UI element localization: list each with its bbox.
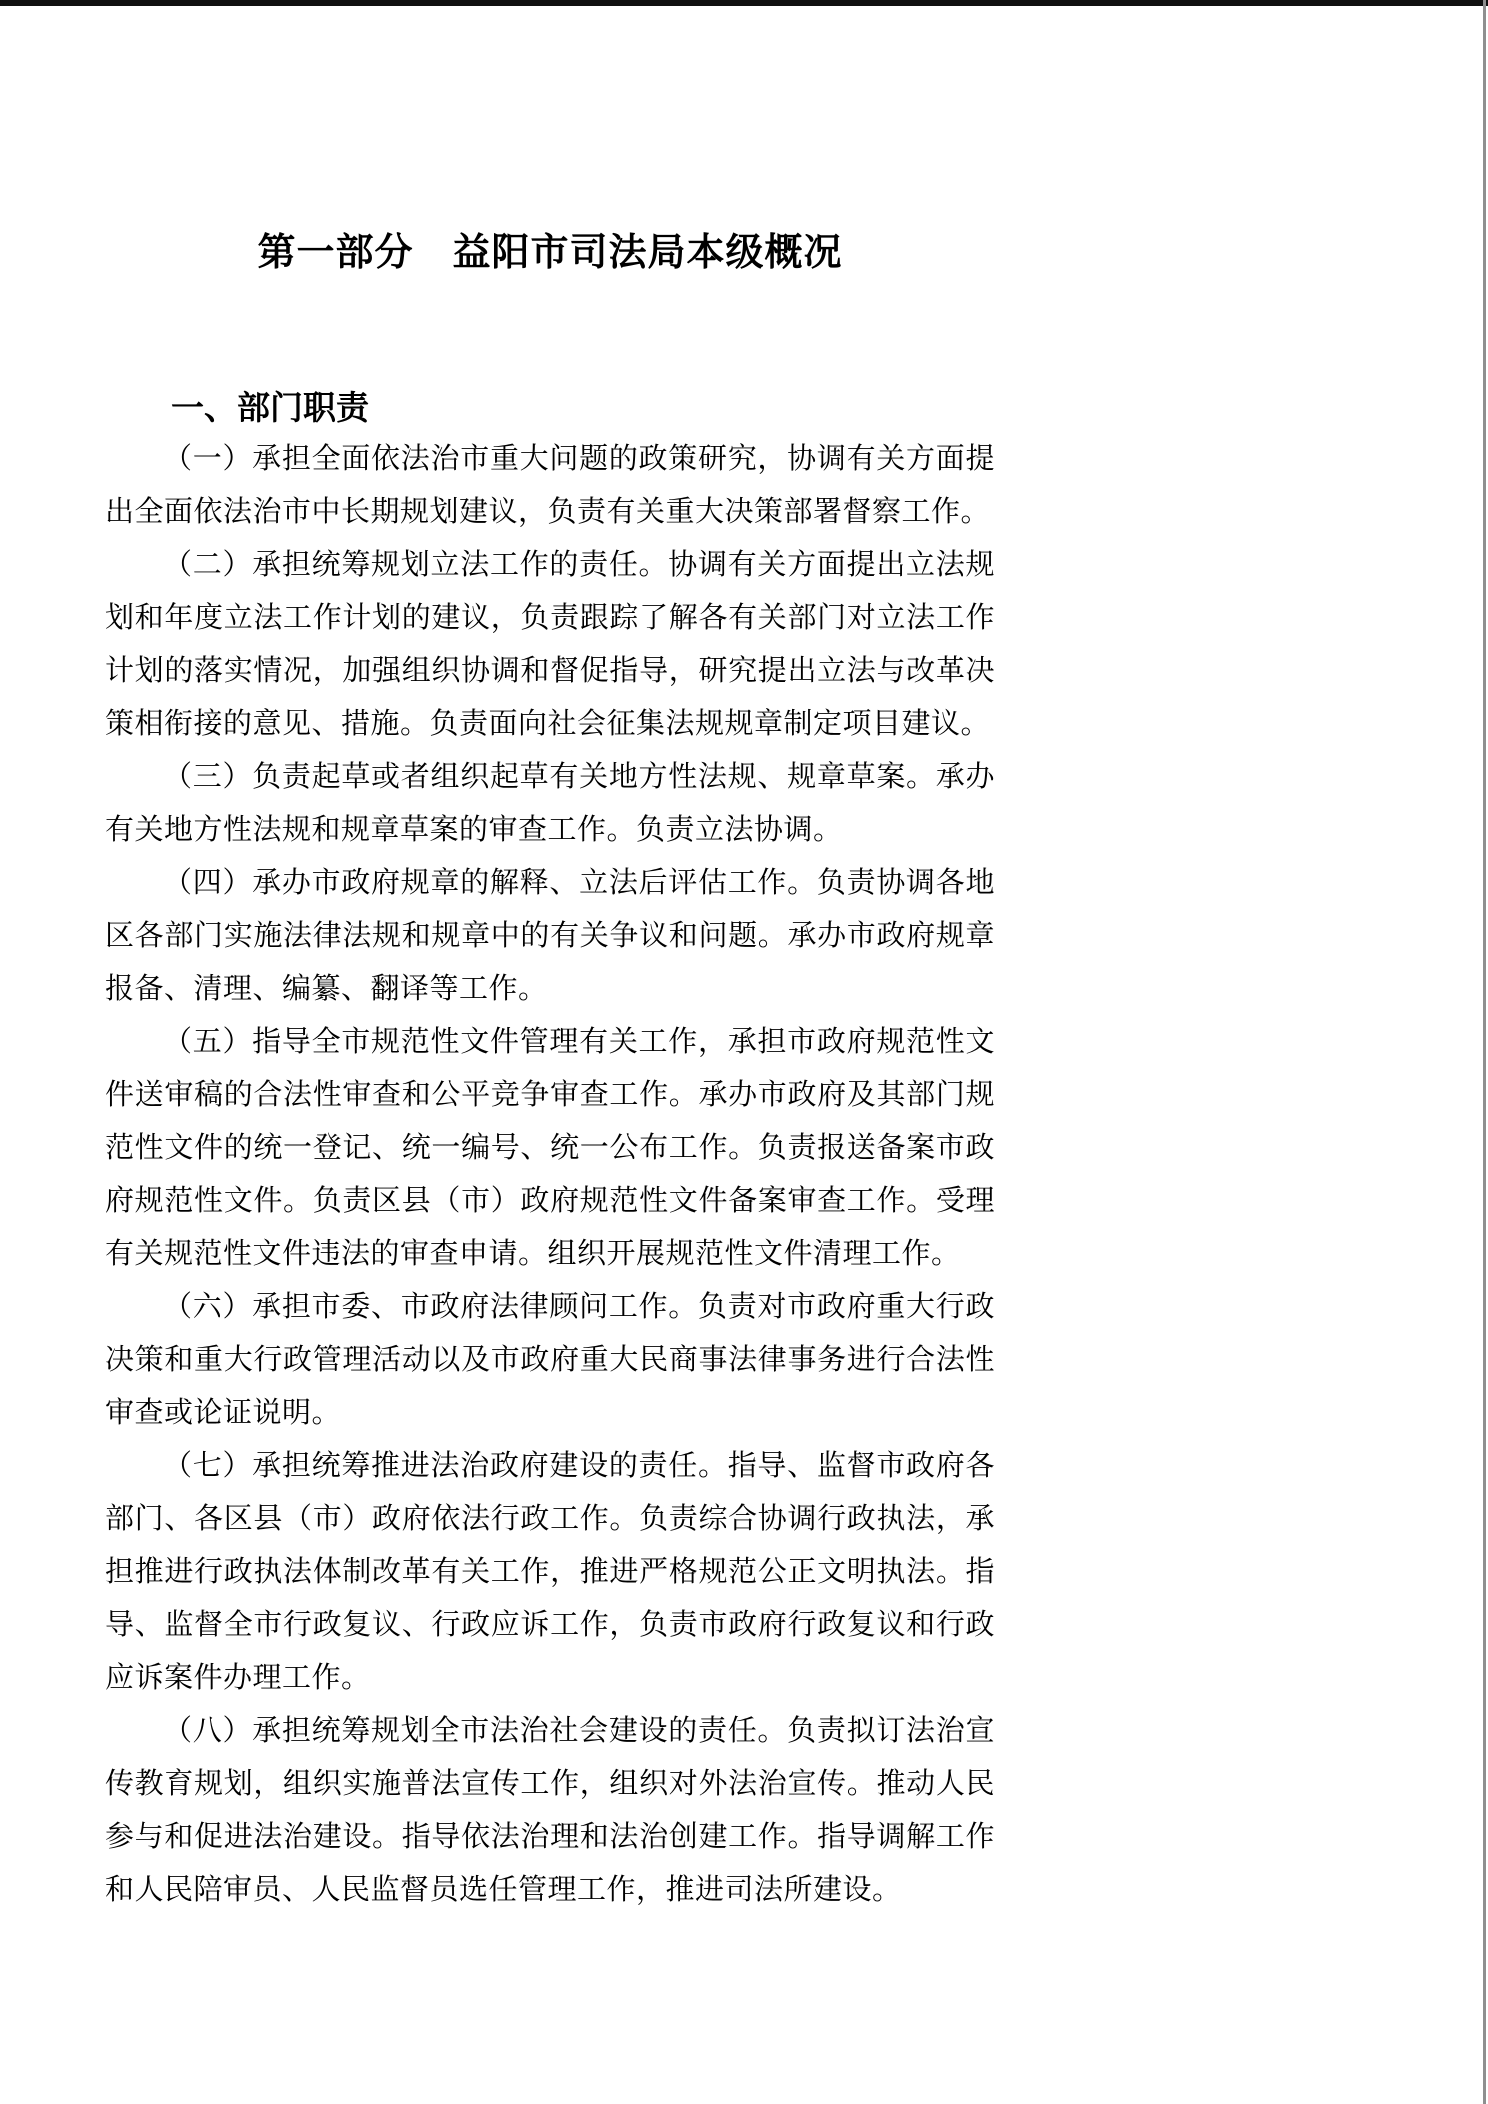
body-paragraph-5: （五）指导全市规范性文件管理有关工作，承担市政府规范性文件送审稿的合法性审查和公平竞争审查工作。承办市政府及其部门规范性文件的统一登记、统一编号、统一公布工作。负责报送备案市政府规范性文件。负责区县（市）政府规范性文件备案审查工作。受理有关规范性文件违法的审查申请。组织开展规范性文件清理工作。	[105, 1026, 995, 1270]
page-right-edge-line	[1483, 0, 1486, 2104]
page-content	[105, 0, 995, 1917]
body-paragraph-1: （一）承担全面依法治市重大问题的政策研究，协调有关方面提出全面依法治市中长期规划建议，负责有关重大决策部署督察工作。	[105, 443, 995, 528]
document-title: 第一部分 益阳市司法局本级概况	[257, 232, 843, 274]
section-heading: 一、部门职责	[171, 389, 369, 426]
body-paragraph-3: （三）负责起草或者组织起草有关地方性法规、规章草案。承办有关地方性法规和规章草案的审查工作。负责立法协调。	[105, 761, 995, 846]
body-paragraph-8: （八）承担统筹规划全市法治社会建设的责任。负责拟订法治宣传教育规划，组织实施普法宣传工作，组织对外法治宣传。推动人民参与和促进法治建设。指导依法治理和法治创建工作。指导调解工作和人民陪审员、人民监督员选任管理工作，推进司法所建设。	[105, 1715, 995, 1906]
body-paragraph-4: （四）承办市政府规章的解释、立法后评估工作。负责协调各地区各部门实施法律法规和规章中的有关争议和问题。承办市政府规章报备、清理、编纂、翻译等工作。	[105, 867, 995, 1005]
body-paragraph-2: （二）承担统筹规划立法工作的责任。协调有关方面提出立法规划和年度立法工作计划的建议，负责跟踪了解各有关部门对立法工作计划的落实情况，加强组织协调和督促指导，研究提出立法与改革决策相衔接的意见、措施。负责面向社会征集法规规章制定项目建议。	[105, 549, 995, 740]
document-body	[105, 433, 995, 1917]
body-paragraph-6: （六）承担市委、市政府法律顾问工作。负责对市政府重大行政决策和重大行政管理活动以及市政府重大民商事法律事务进行合法性审查或论证说明。	[105, 1291, 995, 1429]
body-paragraph-7: （七）承担统筹推进法治政府建设的责任。指导、监督市政府各部门、各区县（市）政府依法行政工作。负责综合协调行政执法，承担推进行政执法体制改革有关工作，推进严格规范公正文明执法。指导、监督全市行政复议、行政应诉工作，负责市政府行政复议和行政应诉案件办理工作。	[105, 1450, 995, 1694]
